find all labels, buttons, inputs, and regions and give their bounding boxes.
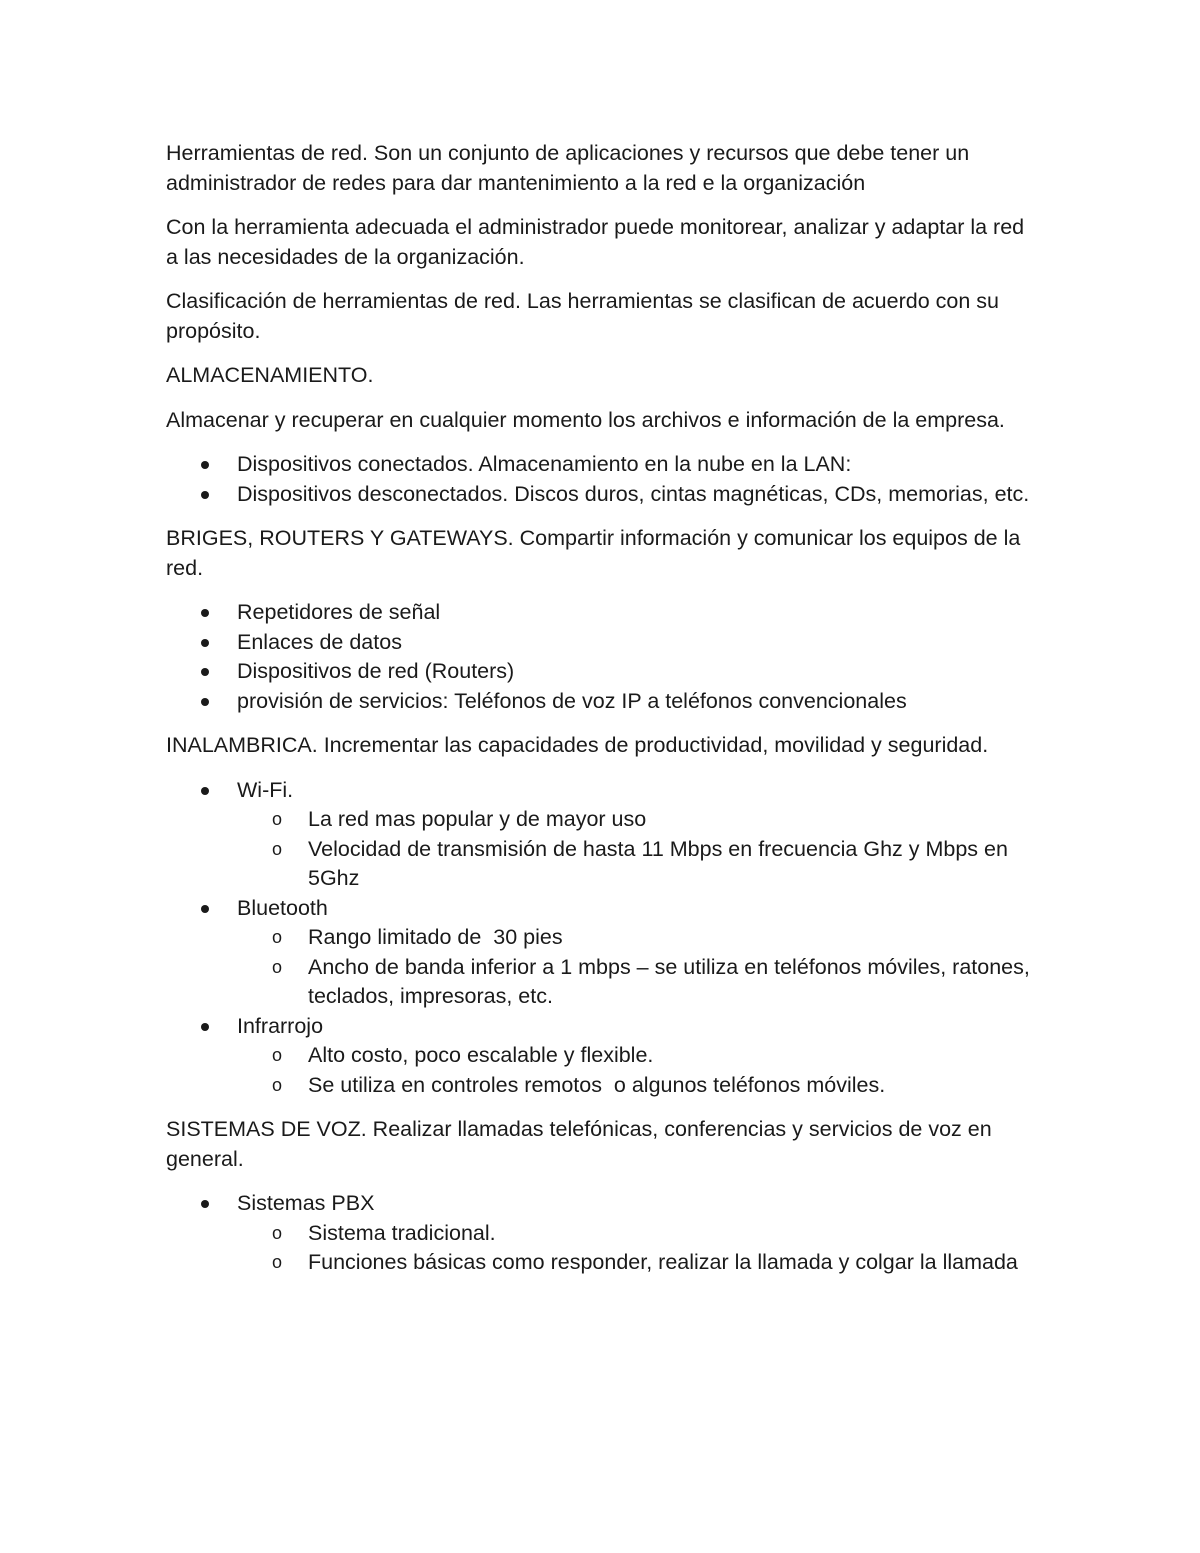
list-item	[166, 598, 1036, 628]
bullet-icon	[201, 905, 209, 913]
list-item	[166, 450, 1036, 480]
almacenamiento-heading: ALMACENAMIENTO.	[166, 363, 374, 387]
sublist-item	[166, 1219, 1036, 1249]
document-body	[166, 139, 1036, 1293]
sublist-item	[166, 1041, 1036, 1071]
wifi-sublist	[237, 805, 1036, 894]
sublist-item-text: Funciones básicas como responder, realizar la llamada y colgar la llamada	[308, 1250, 1018, 1274]
list-item-text: provisión de servicios: Teléfonos de voz IP a teléfonos convencionales	[237, 688, 907, 713]
circle-bullet-icon: o	[272, 1252, 283, 1272]
list-item-text: Repetidores de señal	[237, 600, 441, 624]
list-item-text: Dispositivos de red (Routers)	[237, 659, 515, 683]
list-item	[166, 687, 1036, 717]
bullet-icon	[201, 491, 209, 499]
list-item	[166, 1012, 1036, 1101]
list-item-text: Wi-Fi.	[237, 777, 294, 802]
briges-list	[166, 598, 1036, 716]
sublist-item	[166, 1248, 1036, 1278]
circle-bullet-icon: o	[272, 809, 283, 829]
almacenamiento-list	[166, 450, 1036, 509]
voz-paragraph: SISTEMAS DE VOZ. Realizar llamadas telefónicas, conferencias y servicios de voz en general.	[166, 1117, 992, 1171]
bullet-icon	[201, 698, 209, 706]
sublist-item	[166, 1071, 1036, 1101]
voz-list	[166, 1189, 1036, 1278]
bullet-icon	[201, 668, 209, 676]
list-item-text: Sistemas PBX	[237, 1191, 375, 1215]
sublist-item-text: Sistema tradicional.	[308, 1220, 496, 1245]
circle-bullet-icon: o	[272, 956, 283, 977]
sublist-item-text: Se utiliza en controles remotos o algunos teléfonos móviles.	[308, 1072, 886, 1097]
bullet-icon	[201, 639, 209, 647]
sublist-item-text: La red mas popular y de mayor uso	[308, 807, 647, 831]
list-item	[166, 894, 1036, 1012]
circle-bullet-icon: o	[272, 1222, 283, 1243]
sublist-item-text: Velocidad de transmisión de hasta 11 Mbps en frecuencia Ghz y Mbps en 5Ghz	[308, 836, 1008, 890]
inalambrica-list	[166, 776, 1036, 1101]
bullet-icon	[201, 461, 209, 469]
sublist-item-text: Rango limitado de 30 pies	[308, 925, 563, 949]
bullet-icon	[201, 787, 209, 795]
circle-bullet-icon: o	[272, 927, 283, 947]
bullet-icon	[201, 1023, 209, 1031]
intro-paragraph: Herramientas de red. Son un conjunto de aplicaciones y recursos que debe tener un administrador de redes para dar mantenimiento a la red e la organización	[166, 141, 970, 195]
list-item-text: Dispositivos conectados. Almacenamiento en la nube en la LAN:	[237, 452, 852, 476]
inalambrica-paragraph: INALAMBRICA. Incrementar las capacidades de productividad, movilidad y seguridad.	[166, 733, 989, 757]
list-item	[166, 776, 1036, 894]
list-item-text: Bluetooth	[237, 895, 328, 920]
circle-bullet-icon: o	[272, 1045, 283, 1065]
sublist-item-text: Ancho de banda inferior a 1 mbps – se utiliza en teléfonos móviles, ratones, teclados, impresoras, etc.	[308, 954, 1030, 1008]
list-item	[166, 657, 1036, 687]
sublist-item	[166, 835, 1036, 894]
bluetooth-sublist	[237, 923, 1036, 1012]
classification-paragraph: Clasificación de herramientas de red. Las herramientas se clasifican de acuerdo con su propósito.	[166, 289, 999, 343]
circle-bullet-icon: o	[272, 1074, 283, 1095]
list-item-text: Infrarrojo	[237, 1013, 324, 1038]
sublist-item-text: Alto costo, poco escalable y flexible.	[308, 1043, 654, 1067]
pbx-sublist	[237, 1219, 1036, 1278]
circle-bullet-icon: o	[272, 838, 283, 859]
list-item-text: Enlaces de datos	[237, 629, 402, 654]
list-item-text: Dispositivos desconectados. Discos duros, cintas magnéticas, CDs, memorias, etc.	[237, 481, 1030, 506]
bullet-icon	[201, 609, 209, 617]
almacenamiento-description: Almacenar y recuperar en cualquier momento los archivos e información de la empresa.	[166, 407, 1005, 432]
list-item	[166, 480, 1036, 510]
list-item	[166, 1189, 1036, 1278]
sublist-item	[166, 923, 1036, 953]
briges-paragraph: BRIGES, ROUTERS Y GATEWAYS. Compartir información y comunicar los equipos de la red.	[166, 526, 1021, 580]
tool-paragraph: Con la herramienta adecuada el administrador puede monitorear, analizar y adaptar la red a las necesidades de la organización.	[166, 215, 1025, 269]
sublist-item	[166, 805, 1036, 835]
list-item	[166, 628, 1036, 658]
bullet-icon	[201, 1200, 209, 1208]
sublist-item	[166, 953, 1036, 1012]
infrarrojo-sublist	[237, 1041, 1036, 1100]
